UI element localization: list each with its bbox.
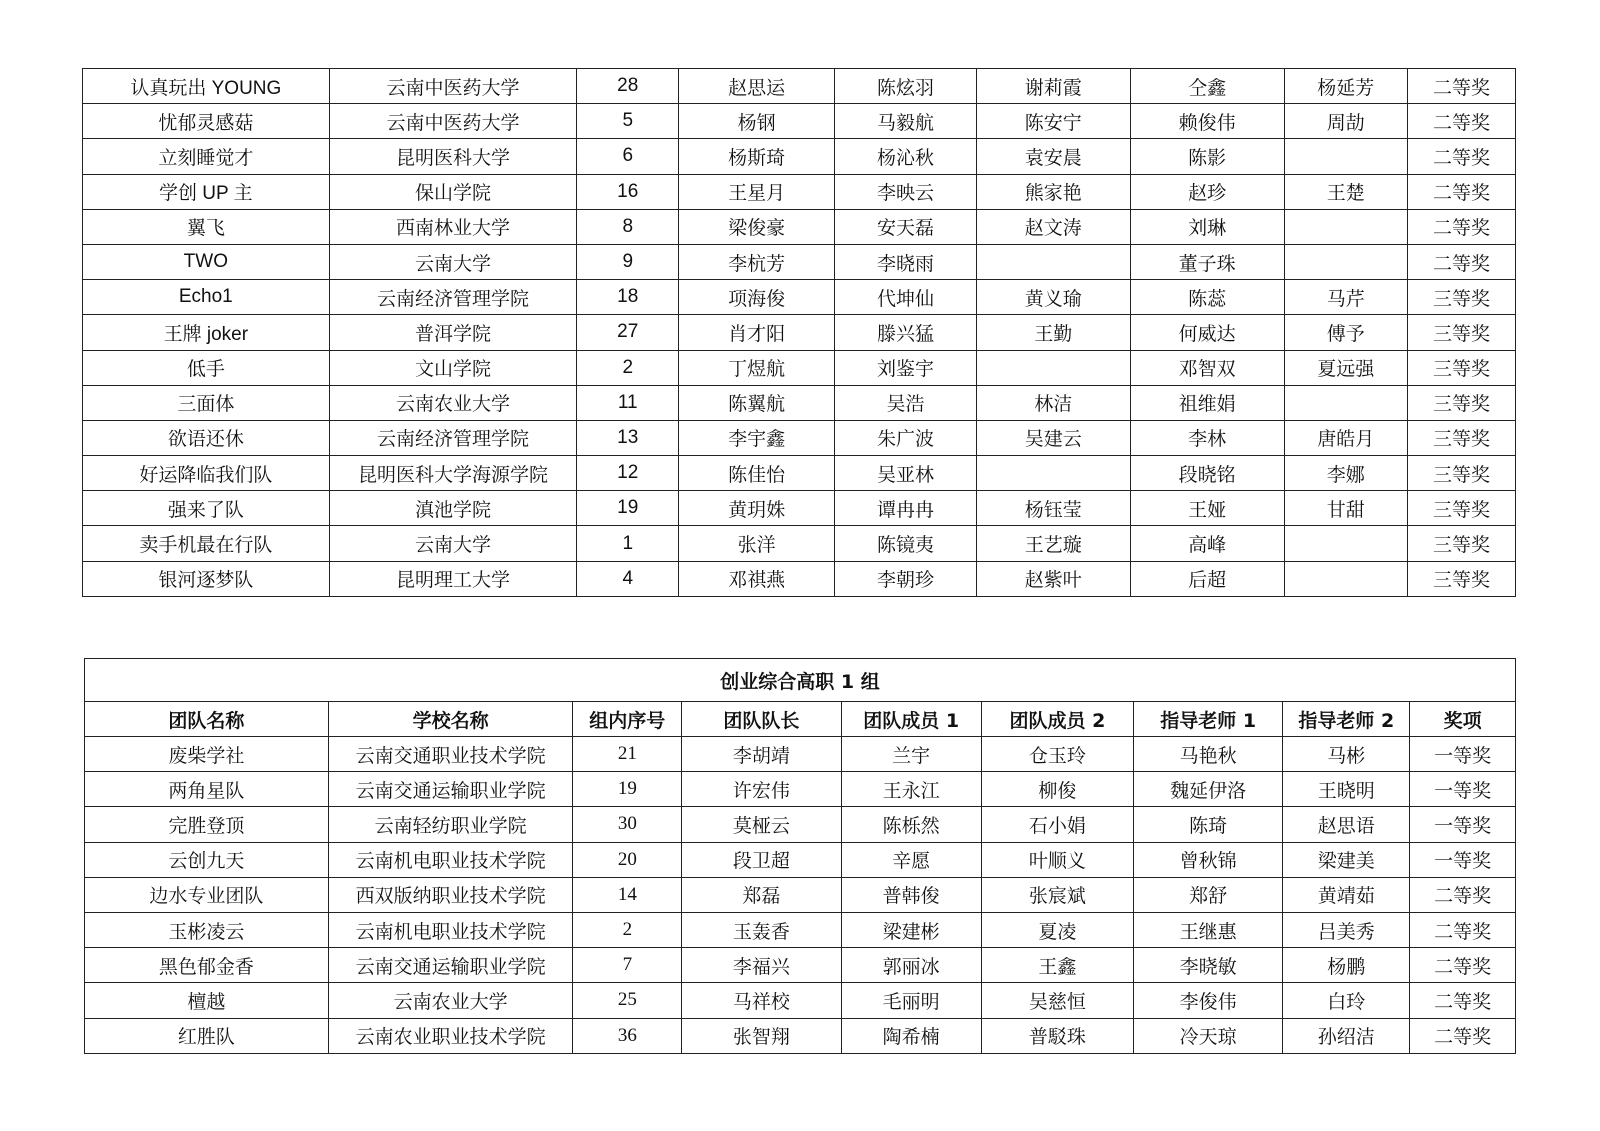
column-header: 指导老师 1 [1134,702,1283,737]
award-cell: 一等奖 [1410,807,1516,842]
table-row [83,350,1516,385]
team-member-2-cell: 普駁珠 [981,1018,1133,1053]
group-seq-cell: 7 [573,948,682,983]
team-member-1-cell: 朱广波 [835,420,977,455]
advisor-1-cell: 陈蕊 [1130,280,1284,315]
group-seq-cell: 28 [577,69,679,104]
table-top-body [83,69,1516,597]
table-row [85,807,1516,842]
team-member-2-cell: 王艺璇 [976,526,1130,561]
advisor-2-cell [1284,561,1407,596]
team-leader-cell: 邓祺燕 [679,561,835,596]
school-name-cell: 普洱学院 [329,315,577,350]
advisor-1-cell: 陈影 [1130,139,1284,174]
award-cell: 二等奖 [1407,104,1515,139]
team-name-cell: 檀越 [85,983,329,1018]
award-cell: 二等奖 [1410,912,1516,947]
column-header-row [85,702,1516,737]
table-row [83,69,1516,104]
team-name-cell: 红胜队 [85,1018,329,1053]
school-name-cell: 云南轻纺职业学院 [328,807,573,842]
group-seq-cell: 13 [577,420,679,455]
advisor-1-cell: 王继惠 [1134,912,1283,947]
team-leader-cell: 李宇鑫 [679,420,835,455]
team-member-2-cell [976,456,1130,491]
group-seq-cell: 19 [573,772,682,807]
advisor-2-cell: 夏远强 [1284,350,1407,385]
advisor-2-cell: 杨鹏 [1283,948,1410,983]
team-leader-cell: 陈佳怡 [679,456,835,491]
advisor-1-cell: 马艳秋 [1134,737,1283,772]
school-name-cell: 文山学院 [329,350,577,385]
team-name-cell: 忧郁灵感菇 [83,104,330,139]
school-name-cell: 云南农业职业技术学院 [328,1018,573,1053]
team-leader-cell: 马祥校 [682,983,841,1018]
team-leader-cell: 丁煜航 [679,350,835,385]
team-leader-cell: 项海俊 [679,280,835,315]
team-member-1-cell: 滕兴猛 [835,315,977,350]
award-cell: 三等奖 [1407,315,1515,350]
team-name-cell: 立刻睡觉才 [83,139,330,174]
table-row [85,877,1516,912]
team-member-2-cell: 叶顺义 [981,842,1133,877]
column-header: 团队队长 [682,702,841,737]
school-name-cell: 云南交通职业技术学院 [328,737,573,772]
award-cell: 三等奖 [1407,456,1515,491]
team-member-1-cell: 马毅航 [835,104,977,139]
table-row [83,526,1516,561]
school-name-cell: 昆明理工大学 [329,561,577,596]
table-row [83,280,1516,315]
column-header: 奖项 [1410,702,1516,737]
column-header: 团队成员 1 [841,702,981,737]
advisor-2-cell: 傅予 [1284,315,1407,350]
advisor-2-cell: 赵思语 [1283,807,1410,842]
school-name-cell: 昆明医科大学海源学院 [329,456,577,491]
team-member-2-cell: 吴慈恒 [981,983,1133,1018]
award-cell: 一等奖 [1410,737,1516,772]
team-name-cell: 卖手机最在行队 [83,526,330,561]
group-seq-cell: 12 [577,456,679,491]
team-name-cell: TWO [83,244,330,279]
school-name-cell: 云南经济管理学院 [329,420,577,455]
team-member-2-cell: 张宸斌 [981,877,1133,912]
team-member-1-cell: 安天磊 [835,209,977,244]
award-cell: 三等奖 [1407,350,1515,385]
group-seq-cell: 2 [573,912,682,947]
advisor-2-cell: 王楚 [1284,174,1407,209]
award-cell: 二等奖 [1410,1018,1516,1053]
team-name-cell: 废柴学社 [85,737,329,772]
team-leader-cell: 许宏伟 [682,772,841,807]
advisor-1-cell: 赖俊伟 [1130,104,1284,139]
table-row [83,491,1516,526]
team-member-2-cell: 吴建云 [976,420,1130,455]
team-name-cell: 玉彬凌云 [85,912,329,947]
school-name-cell: 云南大学 [329,244,577,279]
table-row [85,842,1516,877]
advisor-2-cell: 甘甜 [1284,491,1407,526]
award-cell: 二等奖 [1410,983,1516,1018]
award-cell: 二等奖 [1407,174,1515,209]
school-name-cell: 云南中医药大学 [329,69,577,104]
team-member-1-cell: 杨沁秋 [835,139,977,174]
award-cell: 二等奖 [1407,244,1515,279]
advisor-1-cell: 郑舒 [1134,877,1283,912]
team-name-cell: Echo1 [83,280,330,315]
advisor-2-cell [1284,526,1407,561]
advisor-1-cell: 王娅 [1130,491,1284,526]
group-seq-cell: 6 [577,139,679,174]
group-seq-cell: 14 [573,877,682,912]
group-seq-cell: 1 [577,526,679,561]
advisor-1-cell: 李俊伟 [1134,983,1283,1018]
team-member-1-cell: 郭丽冰 [841,948,981,983]
advisor-2-cell [1284,385,1407,420]
team-member-1-cell: 毛丽明 [841,983,981,1018]
school-name-cell: 云南机电职业技术学院 [328,842,573,877]
group-title-row [85,659,1516,702]
award-cell: 二等奖 [1410,877,1516,912]
school-name-cell: 滇池学院 [329,491,577,526]
table-row [85,772,1516,807]
team-member-1-cell: 兰宇 [841,737,981,772]
advisor-2-cell: 李娜 [1284,456,1407,491]
team-member-2-cell: 王鑫 [981,948,1133,983]
advisor-1-cell: 仝鑫 [1130,69,1284,104]
team-member-2-cell [976,350,1130,385]
award-cell: 三等奖 [1407,385,1515,420]
group-seq-cell: 19 [577,491,679,526]
advisor-2-cell: 黄靖茹 [1283,877,1410,912]
school-name-cell: 云南大学 [329,526,577,561]
team-name-cell: 黑色郁金香 [85,948,329,983]
column-header: 团队成员 2 [981,702,1133,737]
team-member-2-cell: 石小娟 [981,807,1133,842]
table-row [83,385,1516,420]
team-leader-cell: 李胡靖 [682,737,841,772]
team-name-cell: 学创 UP 主 [83,174,330,209]
school-name-cell: 昆明医科大学 [329,139,577,174]
team-member-2-cell: 熊家艳 [976,174,1130,209]
table-row [83,456,1516,491]
school-name-cell: 西双版纳职业技术学院 [328,877,573,912]
advisor-2-cell: 梁建美 [1283,842,1410,877]
advisor-1-cell: 冷天琼 [1134,1018,1283,1053]
group-seq-cell: 2 [577,350,679,385]
advisor-2-cell [1284,209,1407,244]
team-member-1-cell: 李朝珍 [835,561,977,596]
advisor-1-cell: 何威达 [1130,315,1284,350]
team-name-cell: 王牌 joker [83,315,330,350]
advisor-1-cell: 李林 [1130,420,1284,455]
school-name-cell: 云南经济管理学院 [329,280,577,315]
team-leader-cell: 张洋 [679,526,835,561]
results-table-bottom [84,658,1516,1054]
team-member-1-cell: 李映云 [835,174,977,209]
advisor-2-cell: 吕美秀 [1283,912,1410,947]
column-header: 指导老师 2 [1283,702,1410,737]
team-member-2-cell [976,244,1130,279]
team-member-2-cell: 袁安晨 [976,139,1130,174]
advisor-2-cell: 王晓明 [1283,772,1410,807]
column-header: 团队名称 [85,702,329,737]
advisor-1-cell: 陈琦 [1134,807,1283,842]
team-member-1-cell: 王永江 [841,772,981,807]
team-member-2-cell: 王勤 [976,315,1130,350]
team-name-cell: 好运降临我们队 [83,456,330,491]
team-leader-cell: 肖才阳 [679,315,835,350]
advisor-2-cell [1284,139,1407,174]
table-row [83,315,1516,350]
award-cell: 二等奖 [1407,209,1515,244]
school-name-cell: 云南交通运输职业学院 [328,948,573,983]
group-seq-cell: 25 [573,983,682,1018]
advisor-1-cell: 魏延伊洛 [1134,772,1283,807]
group-seq-cell: 5 [577,104,679,139]
team-name-cell: 三面体 [83,385,330,420]
group-seq-cell: 9 [577,244,679,279]
school-name-cell: 云南农业大学 [329,385,577,420]
team-member-2-cell: 仓玉玲 [981,737,1133,772]
award-cell: 一等奖 [1410,842,1516,877]
table-row [83,104,1516,139]
team-member-2-cell: 黄义瑜 [976,280,1130,315]
team-name-cell: 认真玩出 YOUNG [83,69,330,104]
team-leader-cell: 黄玥姝 [679,491,835,526]
table-row [83,561,1516,596]
advisor-1-cell: 段晓铭 [1130,456,1284,491]
team-member-2-cell: 赵紫叶 [976,561,1130,596]
advisor-2-cell: 孙绍洁 [1283,1018,1410,1053]
award-cell: 三等奖 [1407,280,1515,315]
team-leader-cell: 张智翔 [682,1018,841,1053]
table-row [83,420,1516,455]
advisor-1-cell: 刘琳 [1130,209,1284,244]
school-name-cell: 西南林业大学 [329,209,577,244]
advisor-1-cell: 高峰 [1130,526,1284,561]
school-name-cell: 云南交通运输职业学院 [328,772,573,807]
advisor-1-cell: 赵珍 [1130,174,1284,209]
team-member-1-cell: 陶希楠 [841,1018,981,1053]
team-name-cell: 边水专业团队 [85,877,329,912]
team-leader-cell: 莫桠云 [682,807,841,842]
advisor-2-cell: 杨延芳 [1284,69,1407,104]
team-member-1-cell: 普韩俊 [841,877,981,912]
table-bottom-body [85,737,1516,1054]
award-cell: 二等奖 [1407,69,1515,104]
table-row [83,244,1516,279]
team-name-cell: 两角星队 [85,772,329,807]
team-member-1-cell: 辛愿 [841,842,981,877]
team-leader-cell: 郑磊 [682,877,841,912]
award-cell: 一等奖 [1410,772,1516,807]
team-member-2-cell: 杨钰莹 [976,491,1130,526]
team-name-cell: 欲语还休 [83,420,330,455]
team-leader-cell: 陈翼航 [679,385,835,420]
team-member-1-cell: 陈炫羽 [835,69,977,104]
team-member-2-cell: 赵文涛 [976,209,1130,244]
group-seq-cell: 21 [573,737,682,772]
table-row [85,983,1516,1018]
table-row [85,737,1516,772]
group-seq-cell: 27 [577,315,679,350]
advisor-2-cell: 周劼 [1284,104,1407,139]
team-leader-cell: 王星月 [679,174,835,209]
team-member-1-cell: 刘鉴宇 [835,350,977,385]
team-name-cell: 云创九天 [85,842,329,877]
school-name-cell: 云南机电职业技术学院 [328,912,573,947]
team-name-cell: 低手 [83,350,330,385]
advisor-1-cell: 祖维娟 [1130,385,1284,420]
group-seq-cell: 30 [573,807,682,842]
team-name-cell: 银河逐梦队 [83,561,330,596]
team-member-2-cell: 柳俊 [981,772,1133,807]
group-seq-cell: 16 [577,174,679,209]
group-seq-cell: 18 [577,280,679,315]
advisor-2-cell: 马彬 [1283,737,1410,772]
advisor-1-cell: 董子珠 [1130,244,1284,279]
team-leader-cell: 杨钢 [679,104,835,139]
group-seq-cell: 20 [573,842,682,877]
column-header: 组内序号 [573,702,682,737]
award-cell: 三等奖 [1407,420,1515,455]
award-cell: 二等奖 [1407,139,1515,174]
group-seq-cell: 4 [577,561,679,596]
results-table-top [82,68,1516,597]
team-member-2-cell: 夏凌 [981,912,1133,947]
group-seq-cell: 8 [577,209,679,244]
advisor-1-cell: 曾秋锦 [1134,842,1283,877]
school-name-cell: 云南农业大学 [328,983,573,1018]
team-leader-cell: 李福兴 [682,948,841,983]
team-name-cell: 完胜登顶 [85,807,329,842]
team-leader-cell: 段卫超 [682,842,841,877]
team-name-cell: 强来了队 [83,491,330,526]
team-member-1-cell: 陈栎然 [841,807,981,842]
table-row [83,209,1516,244]
school-name-cell: 云南中医药大学 [329,104,577,139]
group-title: 创业综合高职 1 组 [85,659,1516,702]
advisor-1-cell: 邓智双 [1130,350,1284,385]
team-leader-cell: 赵思运 [679,69,835,104]
advisor-2-cell: 唐皓月 [1284,420,1407,455]
award-cell: 三等奖 [1407,491,1515,526]
table-row [85,948,1516,983]
advisor-2-cell: 白玲 [1283,983,1410,1018]
team-member-1-cell: 陈镜夷 [835,526,977,561]
team-name-cell: 翼飞 [83,209,330,244]
group-seq-cell: 11 [577,385,679,420]
award-cell: 二等奖 [1410,948,1516,983]
advisor-1-cell: 李晓敏 [1134,948,1283,983]
team-leader-cell: 李杭芳 [679,244,835,279]
team-member-1-cell: 吴亚林 [835,456,977,491]
team-member-2-cell: 林洁 [976,385,1130,420]
team-leader-cell: 玉轰香 [682,912,841,947]
team-leader-cell: 梁俊豪 [679,209,835,244]
team-leader-cell: 杨斯琦 [679,139,835,174]
advisor-2-cell [1284,244,1407,279]
team-member-1-cell: 吴浩 [835,385,977,420]
table-row [85,1018,1516,1053]
team-member-1-cell: 梁建彬 [841,912,981,947]
group-seq-cell: 36 [573,1018,682,1053]
table-row [83,174,1516,209]
award-cell: 三等奖 [1407,526,1515,561]
team-member-2-cell: 陈安宁 [976,104,1130,139]
school-name-cell: 保山学院 [329,174,577,209]
column-header: 学校名称 [328,702,573,737]
team-member-2-cell: 谢莉霞 [976,69,1130,104]
team-member-1-cell: 代坤仙 [835,280,977,315]
award-cell: 三等奖 [1407,561,1515,596]
team-member-1-cell: 李晓雨 [835,244,977,279]
advisor-1-cell: 后超 [1130,561,1284,596]
table-row [85,912,1516,947]
team-member-1-cell: 谭冉冉 [835,491,977,526]
advisor-2-cell: 马芹 [1284,280,1407,315]
table-row [83,139,1516,174]
